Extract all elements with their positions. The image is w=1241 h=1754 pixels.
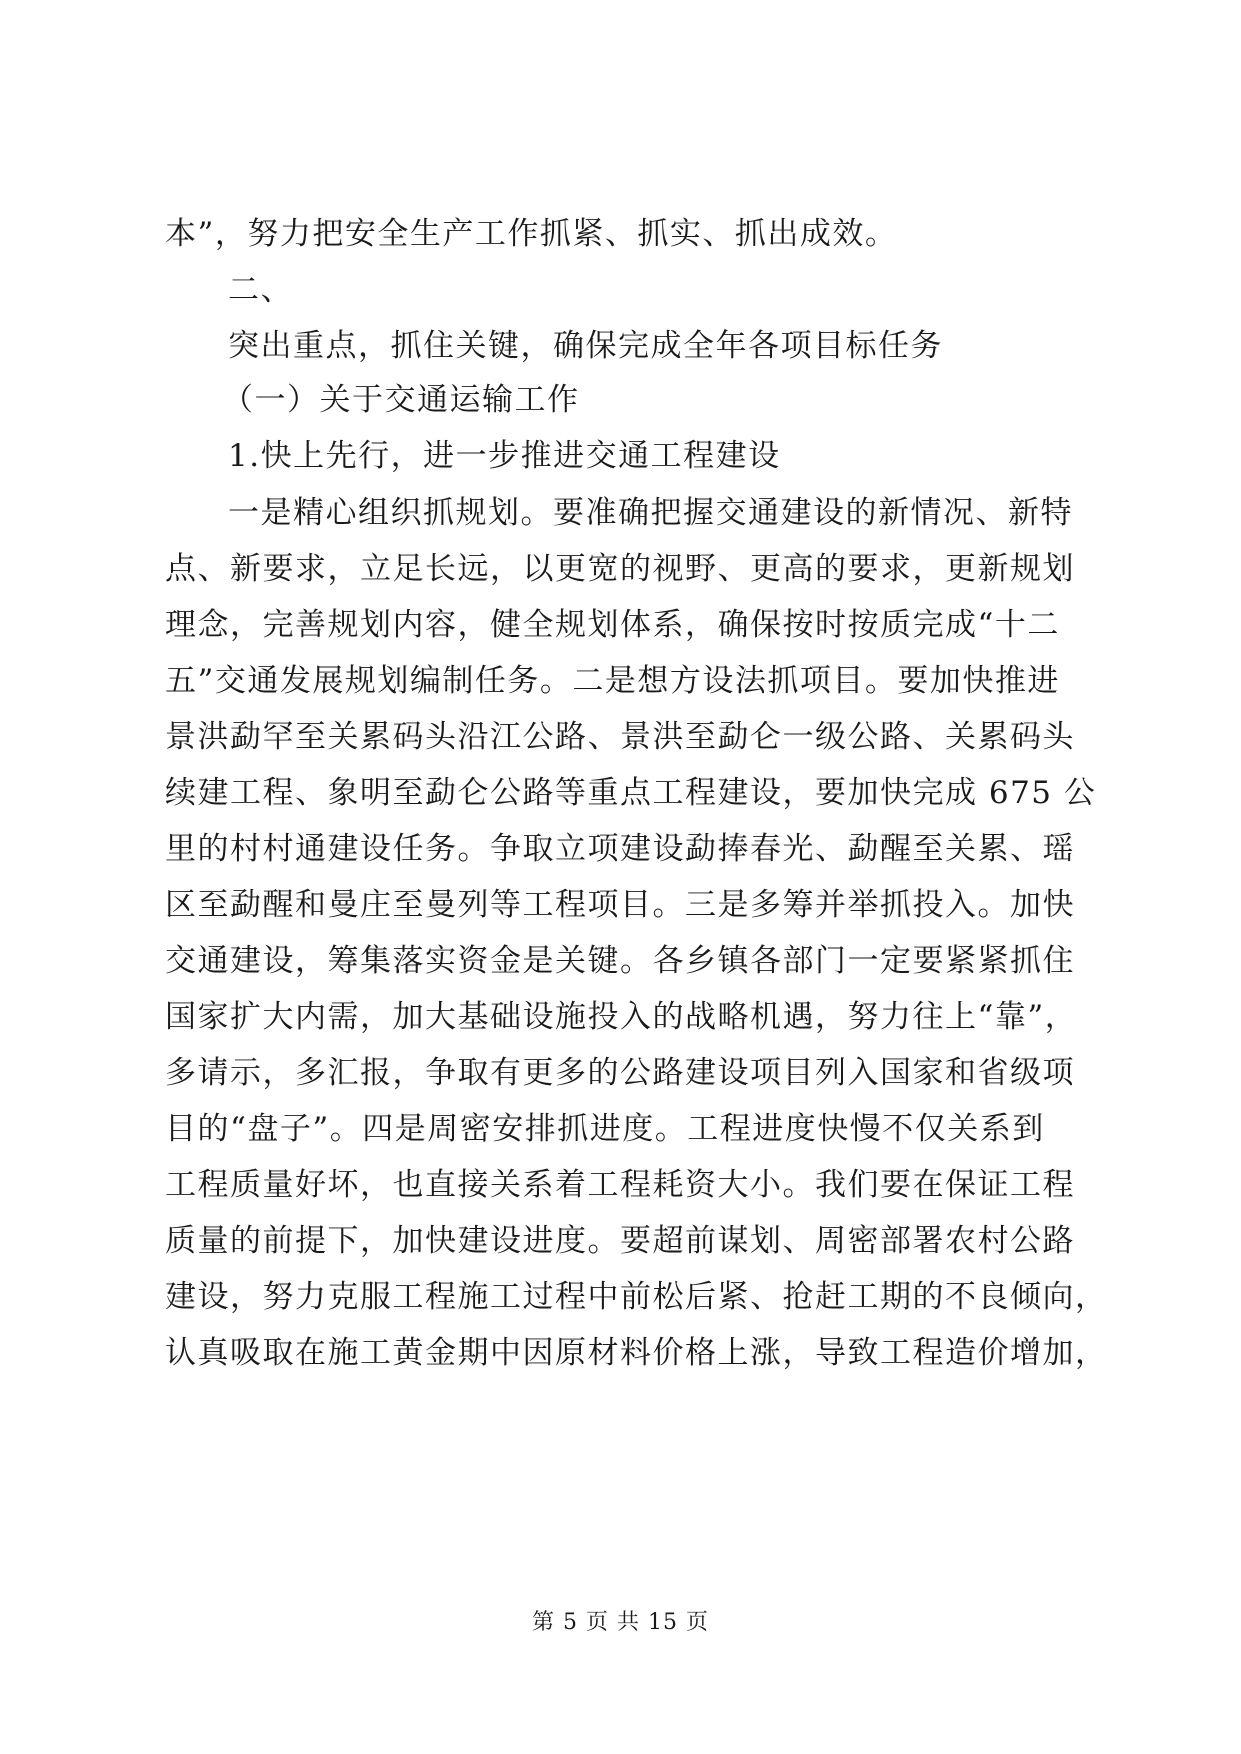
page-number-footer: 第 5 页 共 15 页 <box>532 1610 709 1635</box>
paragraph-line: 工程质量好坏，也直接关系着工程耗资大小。我们要在保证工程 <box>165 1167 1075 1203</box>
paragraph-line: 理念，完善规划内容，健全规划体系，确保按时按质完成“十二 <box>165 607 1060 643</box>
paragraph-line: 质量的前提下，加快建设进度。要超前谋划、周密部署农村公路 <box>165 1223 1075 1259</box>
section-number: 二、 <box>228 272 293 308</box>
paragraph-line: 五”交通发展规划编制任务。二是想方设法抓项目。要加快推进 <box>165 663 1060 699</box>
paragraph-line: 建设，努力克服工程施工过程中前松后紧、抢赶工期的不良倾向， <box>165 1279 1108 1315</box>
paragraph-line: 续建工程、象明至勐仑公路等重点工程建设，要加快完成 675 公 <box>165 775 1097 811</box>
paragraph-line: 区至勐醒和曼庄至曼列等工程项目。三是多筹并举抓投入。加快 <box>165 887 1075 923</box>
subsection-heading: （一）关于交通运输工作 <box>222 382 580 418</box>
section-heading: 突出重点，抓住关键，确保完成全年各项目标任务 <box>228 328 943 364</box>
paragraph-line: 国家扩大内需，加大基础设施投入的战略机遇，努力往上“靠”， <box>165 999 1078 1035</box>
paragraph-line: 目的“盘子”。四是周密安排抓进度。工程进度快慢不仅关系到 <box>165 1111 1045 1147</box>
paragraph-line: 交通建设，筹集落实资金是关键。各乡镇各部门一定要紧紧抓住 <box>165 943 1075 979</box>
paragraph-line: 点、新要求，立足长远，以更宽的视野、更高的要求，更新规划 <box>165 551 1075 587</box>
paragraph-line: 里的村村通建设任务。争取立项建设勐捧春光、勐醒至关累、瑶 <box>165 831 1075 867</box>
item-heading: 1.快上先行，进一步推进交通工程建设 <box>228 438 781 474</box>
paragraph-line: 认真吸取在施工黄金期中因原材料价格上涨，导致工程造价增加， <box>165 1335 1108 1371</box>
paragraph-line: 景洪勐罕至关累码头沿江公路、景洪至勐仑一级公路、关累码头 <box>165 719 1075 755</box>
paragraph-line: 本”，努力把安全生产工作抓紧、抓实、抓出成效。 <box>165 216 898 252</box>
paragraph-line: 一是精心组织抓规划。要准确把握交通建设的新情况、新特 <box>228 495 1073 531</box>
paragraph-line: 多请示，多汇报，争取有更多的公路建设项目列入国家和省级项 <box>165 1055 1075 1091</box>
